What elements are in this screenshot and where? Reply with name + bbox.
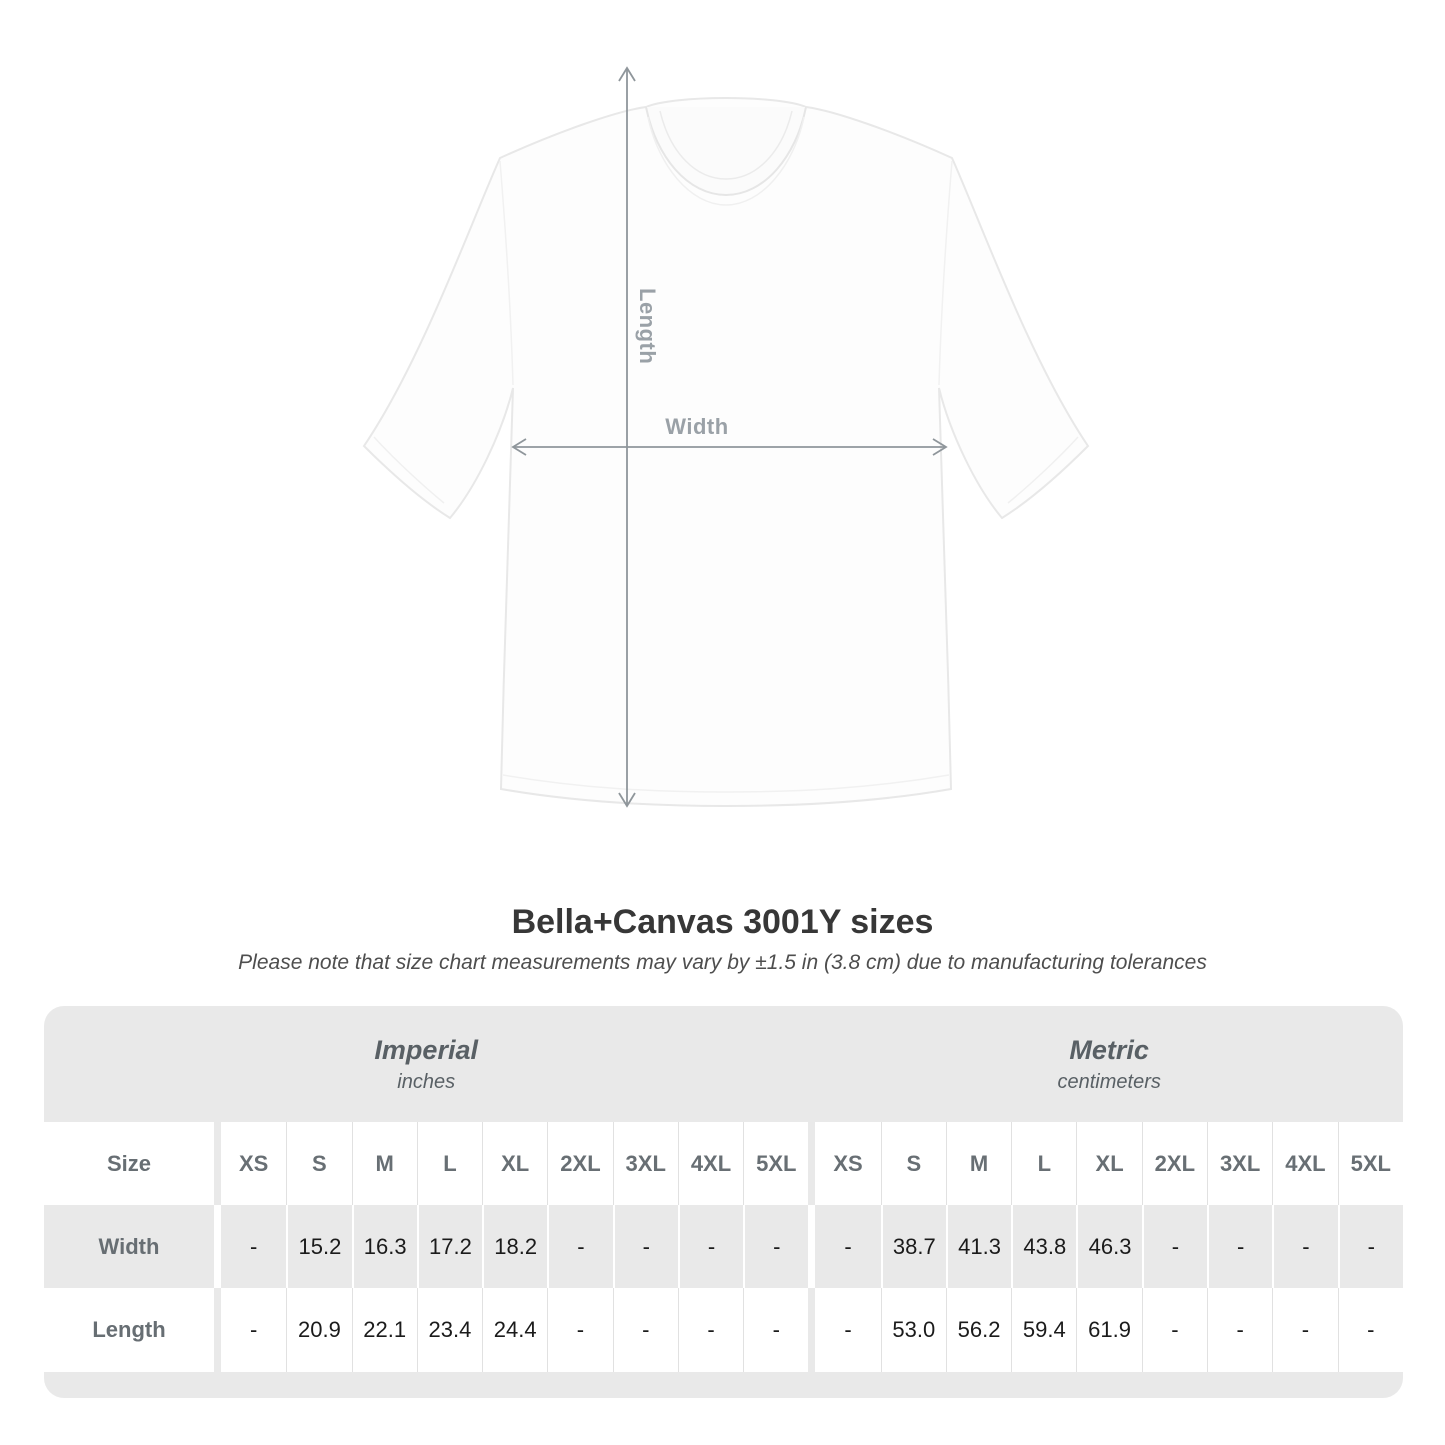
width-metric-xl: 46.3	[1076, 1205, 1141, 1288]
imperial-size-3xl: 3XL	[613, 1122, 678, 1205]
length-imperial-5xl: -	[743, 1288, 808, 1372]
length-row	[44, 1288, 1403, 1372]
size-header-row	[44, 1122, 1403, 1205]
metric-section-header	[815, 1006, 1403, 1122]
length-imperial-l: 23.4	[417, 1288, 482, 1372]
metric-section-title: Metric	[1069, 1035, 1149, 1065]
width-dimension-label: Width	[665, 414, 729, 439]
width-imperial-3xl: -	[613, 1205, 678, 1288]
metric-size-3xl: 3XL	[1207, 1122, 1272, 1205]
width-imperial-2xl: -	[547, 1205, 612, 1288]
page-title: Bella+Canvas 3001Y sizes	[511, 903, 934, 941]
length-row-label: Length	[44, 1288, 214, 1372]
length-metric-m: 56.2	[946, 1288, 1011, 1372]
metric-size-l: L	[1011, 1122, 1076, 1205]
width-imperial-xs: -	[221, 1205, 286, 1288]
length-imperial-4xl: -	[678, 1288, 743, 1372]
metric-size-xs: XS	[815, 1122, 880, 1205]
width-imperial-l: 17.2	[417, 1205, 482, 1288]
tolerance-note: Please note that size chart measurements may vary by ±1.5 in (3.8 cm) due to manufacturing tolerances	[238, 951, 1207, 974]
tshirt-outline	[364, 98, 1088, 806]
width-metric-4xl: -	[1272, 1205, 1337, 1288]
imperial-size-s: S	[286, 1122, 351, 1205]
imperial-section-header	[44, 1006, 808, 1122]
length-imperial-m: 22.1	[352, 1288, 417, 1372]
imperial-size-2xl: 2XL	[547, 1122, 612, 1205]
length-metric-s: 53.0	[881, 1288, 946, 1372]
length-metric-2xl: -	[1142, 1288, 1207, 1372]
length-imperial-3xl: -	[613, 1288, 678, 1372]
length-imperial-xl: 24.4	[482, 1288, 547, 1372]
length-imperial-2xl: -	[547, 1288, 612, 1372]
length-imperial-s: 20.9	[286, 1288, 351, 1372]
width-imperial-4xl: -	[678, 1205, 743, 1288]
metric-size-xl: XL	[1076, 1122, 1141, 1205]
width-imperial-xl: 18.2	[482, 1205, 547, 1288]
width-metric-2xl: -	[1142, 1205, 1207, 1288]
length-metric-5xl: -	[1338, 1288, 1403, 1372]
tshirt-diagram	[330, 55, 1120, 845]
width-metric-5xl: -	[1338, 1205, 1403, 1288]
imperial-size-xl: XL	[482, 1122, 547, 1205]
length-metric-xs: -	[815, 1288, 880, 1372]
width-metric-l: 43.8	[1011, 1205, 1076, 1288]
width-metric-m: 41.3	[946, 1205, 1011, 1288]
width-imperial-s: 15.2	[286, 1205, 351, 1288]
tshirt-illustration	[330, 55, 1120, 845]
imperial-size-4xl: 4XL	[678, 1122, 743, 1205]
length-metric-3xl: -	[1207, 1288, 1272, 1372]
metric-size-4xl: 4XL	[1272, 1122, 1337, 1205]
imperial-size-xs: XS	[221, 1122, 286, 1205]
length-imperial-xs: -	[221, 1288, 286, 1372]
size-chart-table	[44, 1006, 1403, 1398]
section-divider	[808, 1006, 815, 1122]
unit-section-row	[44, 1006, 1403, 1122]
metric-size-2xl: 2XL	[1142, 1122, 1207, 1205]
width-metric-xs: -	[815, 1205, 880, 1288]
width-imperial-m: 16.3	[352, 1205, 417, 1288]
width-metric-s: 38.7	[881, 1205, 946, 1288]
metric-size-m: M	[946, 1122, 1011, 1205]
length-metric-4xl: -	[1272, 1288, 1337, 1372]
metric-section-unit: centimeters	[1057, 1071, 1161, 1093]
imperial-section-unit: inches	[397, 1071, 456, 1093]
width-row	[44, 1205, 1403, 1288]
card-footer-strip	[44, 1372, 1403, 1398]
length-dimension-label: Length	[635, 288, 660, 365]
length-metric-l: 59.4	[1011, 1288, 1076, 1372]
metric-size-s: S	[881, 1122, 946, 1205]
imperial-size-5xl: 5XL	[743, 1122, 808, 1205]
length-metric-xl: 61.9	[1076, 1288, 1141, 1372]
width-row-label: Width	[44, 1205, 214, 1288]
size-column-header: Size	[44, 1122, 214, 1205]
imperial-section-title: Imperial	[374, 1035, 478, 1065]
size-chart-card	[44, 1006, 1403, 1398]
imperial-size-l: L	[417, 1122, 482, 1205]
metric-size-5xl: 5XL	[1338, 1122, 1403, 1205]
width-imperial-5xl: -	[743, 1205, 808, 1288]
width-metric-3xl: -	[1207, 1205, 1272, 1288]
imperial-size-m: M	[352, 1122, 417, 1205]
